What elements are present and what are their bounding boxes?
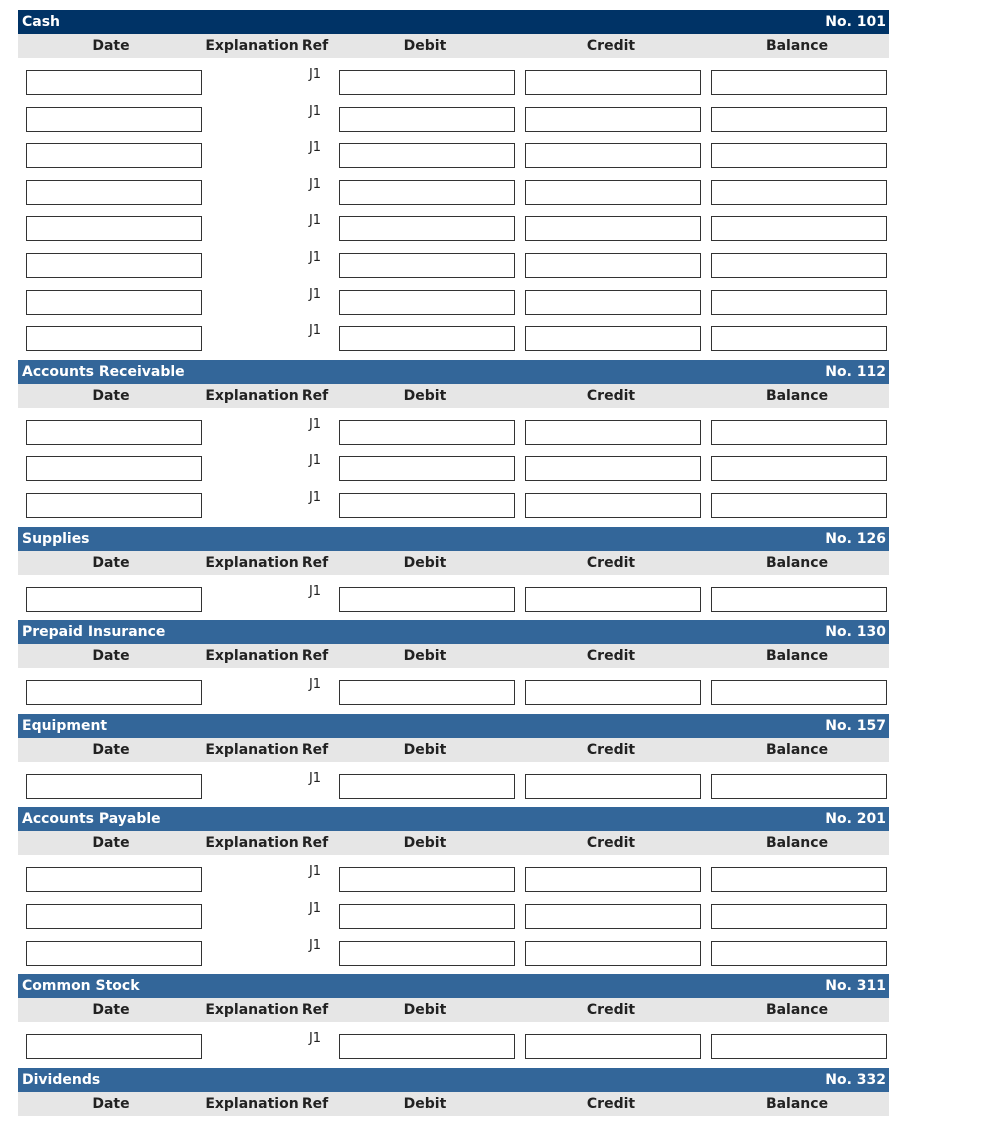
column-header-credit: Credit bbox=[586, 648, 636, 665]
column-header-row bbox=[18, 34, 889, 58]
column-header-date: Date bbox=[92, 835, 130, 852]
balance-input[interactable] bbox=[711, 70, 887, 95]
ref-label: J1 bbox=[308, 900, 322, 916]
column-header-credit: Credit bbox=[586, 741, 636, 758]
column-header-balance: Balance bbox=[765, 554, 829, 571]
column-header-date: Date bbox=[92, 741, 130, 758]
balance-input[interactable] bbox=[711, 326, 887, 351]
debit-input[interactable] bbox=[339, 107, 515, 132]
account-equipment bbox=[18, 714, 889, 808]
ledger-row bbox=[18, 938, 889, 975]
date-input[interactable] bbox=[26, 1034, 202, 1059]
column-header-explanation: Explanation bbox=[205, 554, 299, 571]
account-name: Equipment bbox=[22, 717, 108, 734]
credit-input[interactable] bbox=[525, 456, 701, 481]
account-name: Prepaid Insurance bbox=[22, 624, 166, 641]
ledger-row bbox=[18, 677, 889, 714]
debit-input[interactable] bbox=[339, 290, 515, 315]
account-number: No. 126 bbox=[825, 530, 886, 547]
column-header-balance: Balance bbox=[765, 1095, 829, 1112]
ref-label: J1 bbox=[308, 323, 322, 339]
debit-input[interactable] bbox=[339, 180, 515, 205]
account-header bbox=[18, 974, 889, 998]
balance-input[interactable] bbox=[711, 253, 887, 278]
column-header-row bbox=[18, 551, 889, 575]
ledger-row bbox=[18, 104, 889, 141]
credit-input[interactable] bbox=[525, 904, 701, 929]
date-input[interactable] bbox=[26, 420, 202, 445]
account-header bbox=[18, 360, 889, 384]
credit-input[interactable] bbox=[525, 70, 701, 95]
account-header bbox=[18, 620, 889, 644]
date-input[interactable] bbox=[26, 107, 202, 132]
ref-label: J1 bbox=[308, 103, 322, 119]
debit-input[interactable] bbox=[339, 456, 515, 481]
ref-label: J1 bbox=[308, 286, 322, 302]
ref-label: J1 bbox=[308, 583, 322, 599]
credit-input[interactable] bbox=[525, 143, 701, 168]
account-number: No. 112 bbox=[825, 363, 886, 380]
column-header-row bbox=[18, 384, 889, 408]
column-header-date: Date bbox=[92, 648, 130, 665]
header-spacer bbox=[18, 58, 889, 67]
account-number: No. 332 bbox=[825, 1071, 886, 1088]
balance-input[interactable] bbox=[711, 143, 887, 168]
credit-input[interactable] bbox=[525, 253, 701, 278]
column-header-debit: Debit bbox=[403, 38, 447, 54]
date-input[interactable] bbox=[26, 774, 202, 799]
balance-input[interactable] bbox=[711, 680, 887, 705]
column-header-explanation: Explanation bbox=[205, 387, 299, 404]
ledger-row bbox=[18, 213, 889, 250]
column-header-balance: Balance bbox=[765, 741, 829, 758]
account-name: Accounts Payable bbox=[22, 811, 161, 828]
balance-input[interactable] bbox=[711, 904, 887, 929]
credit-input[interactable] bbox=[525, 326, 701, 351]
credit-input[interactable] bbox=[525, 1034, 701, 1059]
account-header bbox=[18, 714, 889, 738]
date-input[interactable] bbox=[26, 493, 202, 518]
balance-input[interactable] bbox=[711, 941, 887, 966]
ref-label: J1 bbox=[308, 249, 322, 265]
ref-label: J1 bbox=[308, 176, 322, 192]
balance-input[interactable] bbox=[711, 456, 887, 481]
column-header-ref: Ref bbox=[301, 648, 329, 665]
balance-input[interactable] bbox=[711, 107, 887, 132]
header-spacer bbox=[18, 575, 889, 584]
debit-input[interactable] bbox=[339, 216, 515, 241]
debit-input[interactable] bbox=[339, 774, 515, 799]
ledger-row bbox=[18, 584, 889, 621]
account-supplies bbox=[18, 527, 889, 621]
account-name: Common Stock bbox=[22, 978, 140, 995]
debit-input[interactable] bbox=[339, 867, 515, 892]
ledger-row bbox=[18, 287, 889, 324]
ref-label: J1 bbox=[308, 67, 322, 82]
ref-label: J1 bbox=[308, 770, 322, 786]
column-header-balance: Balance bbox=[765, 387, 829, 404]
column-header-explanation: Explanation bbox=[205, 741, 299, 758]
credit-input[interactable] bbox=[525, 107, 701, 132]
column-header-ref: Ref bbox=[301, 38, 329, 54]
column-header-credit: Credit bbox=[586, 554, 636, 571]
ledger-row bbox=[18, 417, 889, 454]
column-header-credit: Credit bbox=[586, 1002, 636, 1019]
column-header-debit: Debit bbox=[403, 387, 447, 404]
ledger-row bbox=[18, 323, 889, 360]
date-input[interactable] bbox=[26, 456, 202, 481]
credit-input[interactable] bbox=[525, 180, 701, 205]
debit-input[interactable] bbox=[339, 143, 515, 168]
debit-input[interactable] bbox=[339, 70, 515, 95]
credit-input[interactable] bbox=[525, 587, 701, 612]
column-header-ref: Ref bbox=[301, 554, 329, 571]
ref-label: J1 bbox=[308, 416, 322, 432]
date-input[interactable] bbox=[26, 904, 202, 929]
column-header-debit: Debit bbox=[403, 648, 447, 665]
date-input[interactable] bbox=[26, 290, 202, 315]
ledger-row bbox=[18, 140, 889, 177]
column-header-credit: Credit bbox=[586, 835, 636, 852]
account-name: Dividends bbox=[22, 1071, 101, 1088]
column-header-explanation: Explanation bbox=[205, 1095, 299, 1112]
balance-input[interactable] bbox=[711, 587, 887, 612]
header-spacer bbox=[18, 1116, 889, 1125]
credit-input[interactable] bbox=[525, 941, 701, 966]
date-input[interactable] bbox=[26, 941, 202, 966]
debit-input[interactable] bbox=[339, 904, 515, 929]
ledger-row bbox=[18, 901, 889, 938]
column-header-balance: Balance bbox=[765, 38, 829, 54]
account-name: Accounts Receivable bbox=[22, 363, 185, 380]
header-spacer bbox=[18, 855, 889, 864]
ref-label: J1 bbox=[308, 864, 322, 880]
account-prepaid-insurance bbox=[18, 620, 889, 714]
column-header-explanation: Explanation bbox=[205, 835, 299, 852]
date-input[interactable] bbox=[26, 326, 202, 351]
date-input[interactable] bbox=[26, 143, 202, 168]
debit-input[interactable] bbox=[339, 493, 515, 518]
balance-input[interactable] bbox=[711, 1034, 887, 1059]
account-header bbox=[18, 807, 889, 831]
date-input[interactable] bbox=[26, 70, 202, 95]
column-header-explanation: Explanation bbox=[205, 1002, 299, 1019]
debit-input[interactable] bbox=[339, 941, 515, 966]
date-input[interactable] bbox=[26, 680, 202, 705]
column-header-explanation: Explanation bbox=[205, 38, 299, 54]
account-number: No. 157 bbox=[825, 717, 886, 734]
column-header-ref: Ref bbox=[301, 387, 329, 404]
debit-input[interactable] bbox=[339, 1034, 515, 1059]
ref-label: J1 bbox=[308, 937, 322, 953]
header-spacer bbox=[18, 408, 889, 417]
date-input[interactable] bbox=[26, 253, 202, 278]
column-header-row bbox=[18, 644, 889, 668]
ledger-row bbox=[18, 67, 889, 104]
balance-input[interactable] bbox=[711, 420, 887, 445]
account-common-stock bbox=[18, 974, 889, 1068]
debit-input[interactable] bbox=[339, 253, 515, 278]
ref-label: J1 bbox=[308, 677, 322, 693]
column-header-row bbox=[18, 738, 889, 762]
column-header-debit: Debit bbox=[403, 554, 447, 571]
ref-label: J1 bbox=[308, 140, 322, 156]
ledger-row bbox=[18, 864, 889, 901]
column-header-date: Date bbox=[92, 38, 130, 54]
account-dividends bbox=[18, 1068, 889, 1125]
credit-input[interactable] bbox=[525, 420, 701, 445]
balance-input[interactable] bbox=[711, 290, 887, 315]
column-header-date: Date bbox=[92, 1095, 130, 1112]
column-header-date: Date bbox=[92, 554, 130, 571]
debit-input[interactable] bbox=[339, 420, 515, 445]
balance-input[interactable] bbox=[711, 867, 887, 892]
debit-input[interactable] bbox=[339, 326, 515, 351]
balance-input[interactable] bbox=[711, 493, 887, 518]
credit-input[interactable] bbox=[525, 774, 701, 799]
ref-label: J1 bbox=[308, 1031, 322, 1047]
ledger-row bbox=[18, 177, 889, 214]
column-header-row bbox=[18, 831, 889, 855]
account-number: No. 101 bbox=[825, 14, 886, 30]
column-header-balance: Balance bbox=[765, 648, 829, 665]
account-number: No. 201 bbox=[825, 811, 886, 828]
column-header-credit: Credit bbox=[586, 387, 636, 404]
account-header bbox=[18, 10, 889, 34]
column-header-balance: Balance bbox=[765, 1002, 829, 1019]
column-header-row bbox=[18, 998, 889, 1022]
column-header-ref: Ref bbox=[301, 1002, 329, 1019]
credit-input[interactable] bbox=[525, 216, 701, 241]
header-spacer bbox=[18, 762, 889, 771]
date-input[interactable] bbox=[26, 180, 202, 205]
debit-input[interactable] bbox=[339, 587, 515, 612]
column-header-balance: Balance bbox=[765, 835, 829, 852]
credit-input[interactable] bbox=[525, 290, 701, 315]
balance-input[interactable] bbox=[711, 216, 887, 241]
column-header-debit: Debit bbox=[403, 1095, 447, 1112]
column-header-credit: Credit bbox=[586, 1095, 636, 1112]
credit-input[interactable] bbox=[525, 680, 701, 705]
column-header-row bbox=[18, 1092, 889, 1116]
ref-label: J1 bbox=[308, 453, 322, 469]
account-name: Cash bbox=[22, 14, 61, 30]
account-accounts-receivable bbox=[18, 360, 889, 527]
ledger-row bbox=[18, 250, 889, 287]
ledger-row bbox=[18, 490, 889, 527]
column-header-ref: Ref bbox=[301, 741, 329, 758]
column-header-explanation: Explanation bbox=[205, 648, 299, 665]
date-input[interactable] bbox=[26, 587, 202, 612]
column-header-debit: Debit bbox=[403, 835, 447, 852]
column-header-date: Date bbox=[92, 387, 130, 404]
column-header-ref: Ref bbox=[301, 835, 329, 852]
column-header-date: Date bbox=[92, 1002, 130, 1019]
date-input[interactable] bbox=[26, 216, 202, 241]
account-number: No. 311 bbox=[825, 978, 886, 995]
ledger-row bbox=[18, 1031, 889, 1068]
column-header-ref: Ref bbox=[301, 1095, 329, 1112]
header-spacer bbox=[18, 668, 889, 677]
ledger-row bbox=[18, 453, 889, 490]
account-accounts-payable bbox=[18, 807, 889, 974]
header-spacer bbox=[18, 1022, 889, 1031]
ledger bbox=[18, 10, 889, 1125]
account-number: No. 130 bbox=[825, 624, 886, 641]
account-header bbox=[18, 527, 889, 551]
column-header-debit: Debit bbox=[403, 741, 447, 758]
balance-input[interactable] bbox=[711, 180, 887, 205]
account-cash bbox=[18, 10, 889, 360]
credit-input[interactable] bbox=[525, 867, 701, 892]
balance-input[interactable] bbox=[711, 774, 887, 799]
date-input[interactable] bbox=[26, 867, 202, 892]
account-header bbox=[18, 1068, 889, 1092]
column-header-debit: Debit bbox=[403, 1002, 447, 1019]
debit-input[interactable] bbox=[339, 680, 515, 705]
ref-label: J1 bbox=[308, 213, 322, 229]
account-name: Supplies bbox=[22, 530, 90, 547]
credit-input[interactable] bbox=[525, 493, 701, 518]
ref-label: J1 bbox=[308, 489, 322, 505]
ledger-row bbox=[18, 771, 889, 808]
column-header-credit: Credit bbox=[586, 38, 636, 54]
